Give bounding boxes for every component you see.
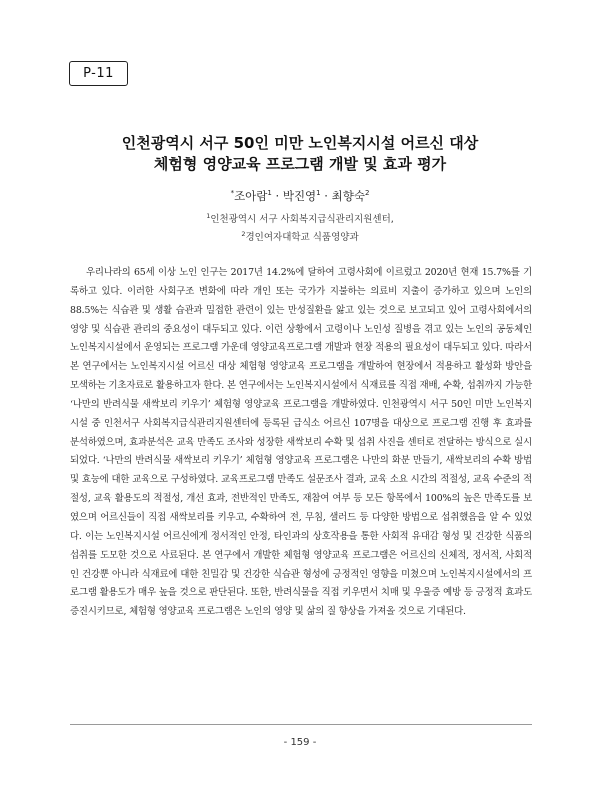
author-name: 조아람	[234, 189, 268, 203]
affiliation-number: 1	[206, 212, 211, 220]
affiliation-ref: 1	[316, 189, 321, 197]
affiliation-text: 인천광역시 서구 사회복지급식관리지원센터,	[210, 214, 394, 225]
affiliation-ref: 1	[267, 189, 272, 197]
affiliation-list	[60, 209, 540, 245]
paper-title-line-2: 체험형 영양교육 프로그램 개발 및 효과 평가	[153, 155, 447, 173]
paper-title-line-1: 인천광역시 서구 50인 미만 노인복지시설 어르신 대상	[121, 134, 479, 152]
affiliation-line	[60, 227, 540, 245]
abstract-body: 우리나라의 65세 이상 노인 인구는 2017년 14.2%에 달하여 고령사회에 이르렀고 2020년 현재 15.7%를 기록하고 있다. 이러한 사회구조 변화에 따라 개인 또는 국가가 지불하는 의료비 지출이 증가하고 있으며 노인의 88.5%는 식습관 및 생활 습관과 밀접한 관련이 있는 만성질환을 앓고 있는 것으로 보고되고 있어 고령사회에서의 영양 및 식습관 관리의 중요성이 대두되고 있다. 이런 상황에서 고령이나 노인성 질병을 겪고 있는 노인의 공동체인 노인복지시설에서 운영되는 프로그램 가운데 영양교육프로그램 개발과 현장 적용의 필요성이 대두되고 있다. 따라서 본 연구에서는 노인복지시설 어르신 대상 체험형 영양교육 프로그램을 개발하여 현장에서 적용하고 활성화 방안을 모색하는 기초자료로 활용하고자 한다. 본 연구에서는 노인복지시설에서 식재료를 직접 재배, 수확, 섭취까지 가능한 ‘나만의 반려식물 새싹보리 키우기’ 체험형 영양교육 프로그램을 개발하였다. 인천광역시 서구 50인 미만 노인복지시설 중 인천서구 사회복지급식관리지원센터에 등록된 급식소 어르신 107명을 대상으로 프로그램 진행 후 효과를 분석하였으며, 효과분석은 교육 만족도 조사와 성장한 새싹보리 수확 및 섭취 사진을 센터로 전달하는 방식으로 실시되었다. ‘나만의 반려식물 새싹보리 키우기’ 체험형 영양교육 프로그램은 나만의 화분 만들기, 새싹보리의 수확 방법 및 효능에 대한 교육으로 구성하였다. 교육프로그램 만족도 설문조사 결과, 교육 소요 시간의 적절성, 교육 수준의 적절성, 교육 활용도의 적절성, 개선 효과, 전반적인 만족도, 재참여 여부 등 모든 항목에서 100%의 높은 만족도를 보였으며 어르신들이 직접 새싹보리를 키우고, 수확하여 전, 무침, 샐러드 등 다양한 방법으로 섭취했음을 알 수 있었다. 이는 노인복지시설 어르신에게 정서적인 안정, 타인과의 상호작용을 통한 사회적 유대감 형성 및 건강한 식품의 섭취를 도모한 것으로 사료된다. 본 연구에서 개발한 체험형 영양교육 프로그램은 어르신의 신체적, 정서적, 사회적인 건강뿐 아니라 식재료에 대한 친밀감 및 건강한 식습관 형성에 긍정적인 영향을 미쳤으며 노인복지시설에서의 프로그램 활용도가 매우 높을 것으로 판단된다. 또한, 반려식물을 직접 키우면서 치매 및 우울증 예방 등 긍정적 효과도 증진시키므로, 체험형 영양교육 프로그램은 노인의 영양 및 삶의 질 향상을 가져올 것으로 기대된다.	[70, 267, 532, 618]
affiliation-text: 경인여자대학교 식품영양과	[245, 232, 359, 243]
author-name: 최향숙	[331, 189, 365, 203]
corresponding-mark: *	[230, 189, 235, 197]
page-number: - 159 -	[283, 737, 317, 748]
affiliation-line	[60, 209, 540, 227]
author-name: 박진영	[282, 189, 317, 203]
paper-title	[60, 133, 540, 175]
footer-divider	[70, 724, 532, 725]
affiliation-ref: 2	[364, 189, 370, 197]
author-separator: ·	[271, 189, 283, 203]
author-separator: ·	[320, 189, 332, 203]
session-code-badge: P-11	[69, 61, 128, 86]
affiliation-number: 2	[241, 230, 246, 238]
author-list	[60, 188, 540, 204]
